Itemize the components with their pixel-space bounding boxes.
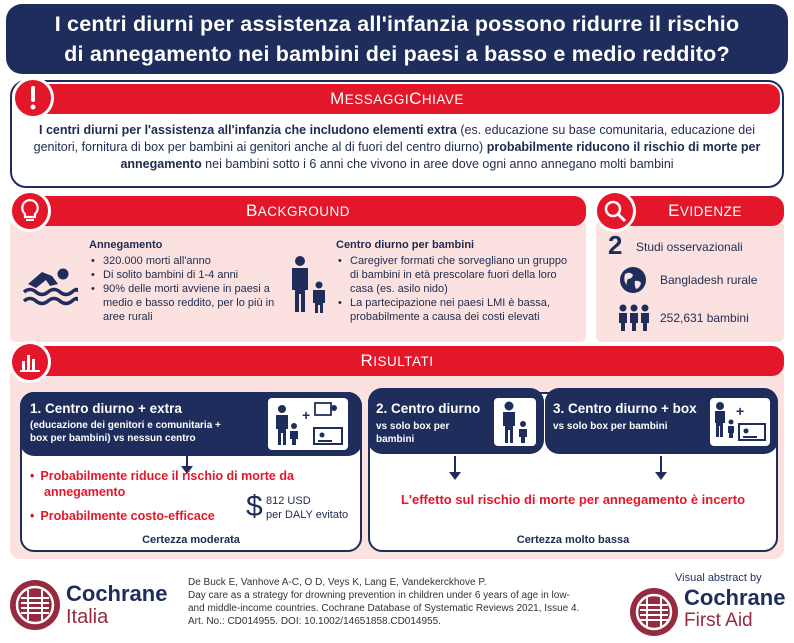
daycare-box-icon <box>710 398 770 446</box>
exclamation-icon <box>12 77 54 119</box>
swimmer-icon <box>22 262 78 306</box>
card3-title: 3. Centro diurno + box <box>553 401 697 416</box>
daycare-icon <box>494 398 536 446</box>
finding-3: L'effetto sul rischio di morte per annegamento è incerto <box>400 492 746 507</box>
daycare-heading: Centro diurno per bambini <box>336 239 475 251</box>
card2-title: 2. Centro diurno <box>376 401 481 416</box>
card2-subtitle: vs solo box per bambini <box>376 421 450 445</box>
children-group-icon <box>616 303 652 331</box>
dollar-icon: $ <box>246 490 263 523</box>
svg-text:+: + <box>736 403 745 419</box>
list-item: • Di solito bambini di 1-4 anni <box>89 268 289 282</box>
list-item: • Caregiver formati che sorvegliano un gruppo di bambini in età prescolare fuori della loro casa (es. asilo nido) <box>336 254 576 296</box>
cochrane-italia-logo-icon <box>8 578 62 632</box>
list-item: • 320.000 morti all'anno <box>89 254 289 268</box>
list-item: • La partecipazione nei paesi LMI è bassa, probabilmente a causa dei costi elevati <box>336 296 576 324</box>
cochrane-first-aid-sub: First Aid <box>684 610 753 631</box>
citation: De Buck E, Vanhove A-C, O D, Veys K, Lang E, Vandekerckhove P. Day care as a strategy for drowning prevention in children under 6 years of age in low- and middle-income countries. Cochrane Database of Systematic Reviews 2021, Issue 4. Art. No.: CD014955. DOI: 10.1002/14651858.CD014955. <box>188 577 580 627</box>
parent-child-icon <box>286 255 330 315</box>
evidence-header: E VIDENZE <box>596 196 784 226</box>
cochrane-italia-name: Cochrane <box>66 581 168 606</box>
key-messages-text: I centri diurni per l'assistenza all'infanzia che includono elementi extra (es. educazione su base comunitaria, educazione dei genitori, fornitura di box per bambini ai genitori anche al di fuori del centro diurno) probabilmente riducono il rischio di morte per annegamento nei bambini sotto i 6 anni che vivono in aree dove ogni anno annegano molti bambini <box>33 123 761 171</box>
finding-1: • Probabilmente riduce il rischio di morte da annegamento <box>30 469 294 499</box>
studies-count: 2 <box>608 230 623 260</box>
finding-2: • Probabilmente costo-efficace <box>30 509 215 523</box>
card1-subtitle: (educazione dei genitori e comunitaria + box per bambini) vs nessun centro <box>30 420 221 444</box>
children-label: 252,631 bambini <box>660 311 749 325</box>
card3-subtitle: vs solo box per bambini <box>553 421 668 432</box>
page-title <box>6 4 788 74</box>
studies-label: Studi osservazionali <box>636 240 743 254</box>
key-messages-header: M ESSAGGI C HIAVE <box>14 84 780 114</box>
title-line-1: I centri diurni per assistenza all'infanzia possono ridurre il rischio <box>54 12 740 36</box>
bar-chart-icon <box>9 341 51 383</box>
magnifier-icon <box>594 190 636 232</box>
arrow-2-head <box>449 472 461 480</box>
lightbulb-icon <box>9 190 51 232</box>
daycare-block <box>336 238 576 324</box>
location-label: Bangladesh rurale <box>660 273 758 287</box>
list-item: • 90% delle morti avviene in paesi a medio e basso reddito, per lo più in aree rurali <box>89 282 289 324</box>
cochrane-first-aid-logo-icon <box>628 586 680 638</box>
drowning-heading: Annegamento <box>89 239 163 251</box>
background-header: B ACKGROUND <box>10 196 586 226</box>
cochrane-italia-sub: Italia <box>66 606 109 628</box>
globe-icon <box>618 265 648 295</box>
results-header: R ISULTATI <box>10 346 784 376</box>
cost-value: 812 USD per DALY evitato <box>266 495 349 521</box>
certainty-2: Certezza molto bassa <box>516 534 630 546</box>
arrow-3-head <box>655 472 667 480</box>
visual-abstract-label: Visual abstract by <box>675 572 762 584</box>
drowning-block <box>89 238 289 324</box>
daycare-extra-icon <box>268 398 348 450</box>
certainty-1: Certezza moderata <box>142 534 240 546</box>
title-line-2: di annegamento nei bambini dei paesi a basso e medio reddito? <box>64 42 730 66</box>
svg-text:+: + <box>302 407 311 423</box>
cochrane-first-aid-name: Cochrane <box>684 585 786 610</box>
card1-title: 1. Centro diurno + extra <box>30 401 182 416</box>
